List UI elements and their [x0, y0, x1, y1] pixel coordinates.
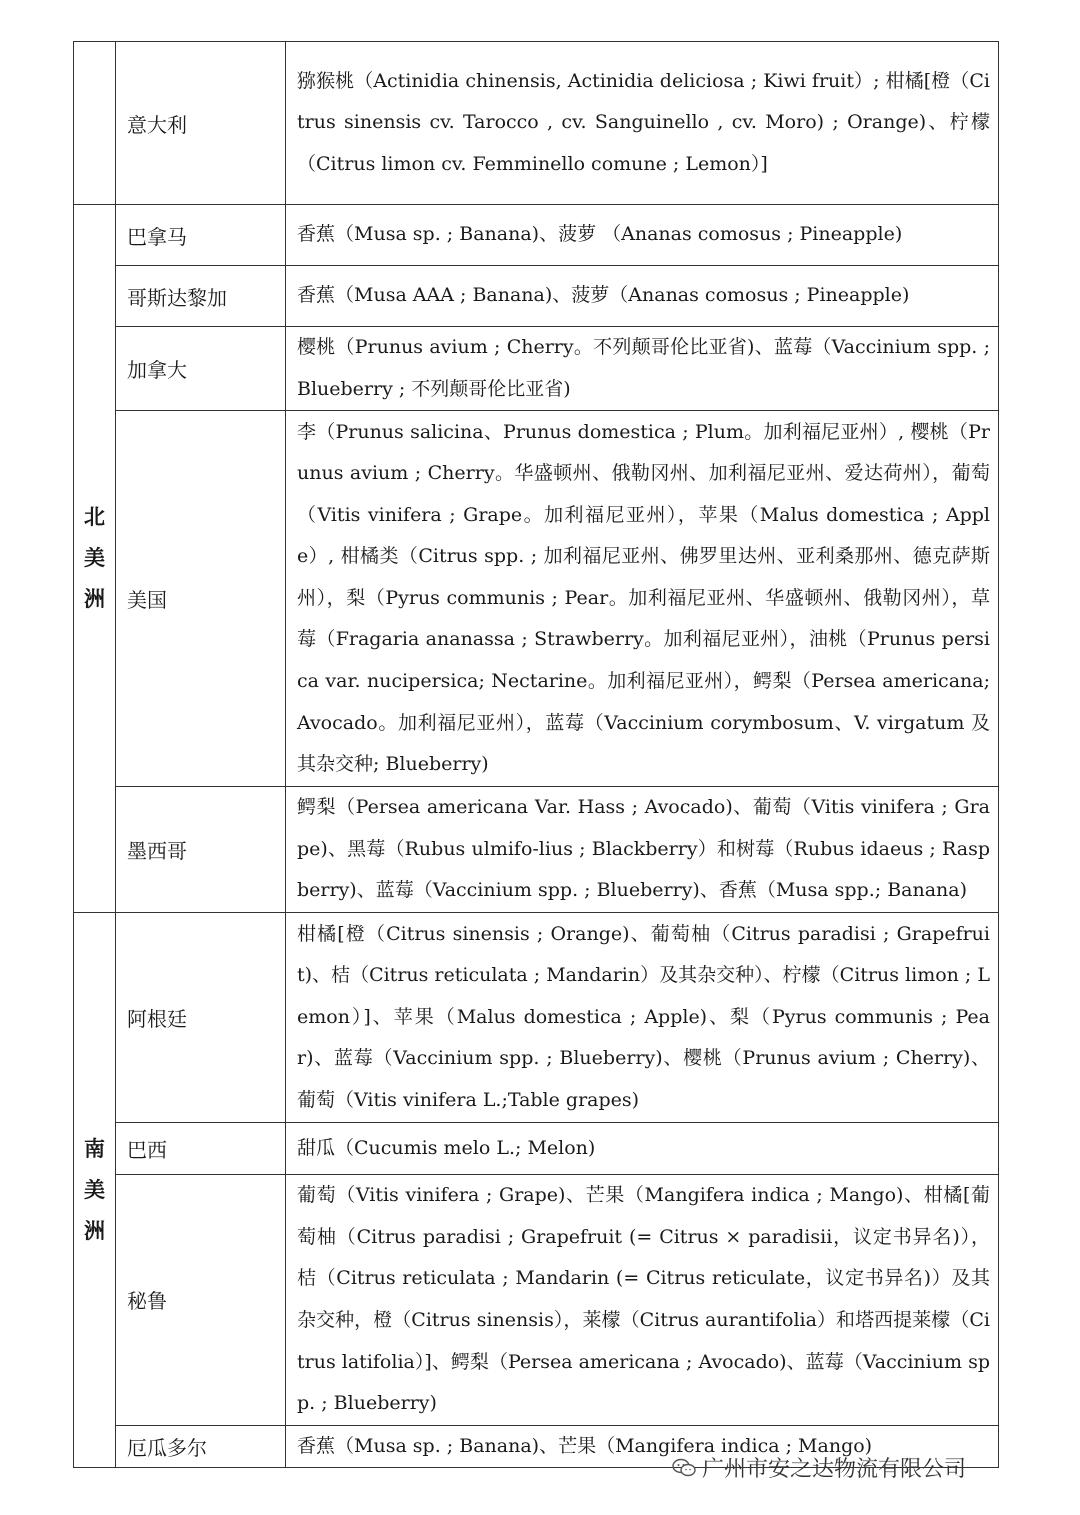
- fruits-cell: 李（Prunus salicina、Prunus domestica ; Plum。加利福尼亚州）, 樱桃（Prunus avium ; Cherry。华盛顿州、俄勒冈州、加利福尼亚州、爱达荷州），葡萄（Vitis vinifera ; Grape。加利福尼亚州），苹果（Malus domestica ; Apple）, 柑橘类（Citrus spp. ; 加利福尼亚州、佛罗里达州、亚利桑那州、德克萨斯州），梨（Pyrus communis ; Pear。加利福尼亚州、华盛顿州、俄勒冈州），草莓（Fragaria ananassa ; Strawberry。加利福尼亚州），油桃（Prunus persica var. nucipersica; Nectarine。加利福尼亚州），鳄梨（Persea americana; Avocado。加利福尼亚州），蓝莓（Vaccinium corymbosum、V. virgatum 及其杂交种; Blueberry): [286, 411, 999, 787]
- table-row: [74, 205, 999, 266]
- table-row: [74, 42, 999, 205]
- fruit-access-table: [73, 41, 999, 1468]
- watermark: [672, 1452, 966, 1483]
- country-cell: 阿根廷: [116, 913, 286, 1123]
- fruits-cell: 香蕉（Musa sp. ; Banana)、菠萝 （Ananas comosus ; Pineapple): [286, 205, 999, 266]
- fruits-cell: 鳄梨（Persea americana Var. Hass ; Avocado)、葡萄（Vitis vinifera ; Grape)、黑莓（Rubus ulmifo-lius ; Blackberry）和树莓（Rubus idaeus ; Raspberry)、蓝莓（Vaccinium spp. ; Blueberry)、香蕉（Musa spp.; Banana): [286, 787, 999, 913]
- country-cell: 意大利: [116, 42, 286, 205]
- region-cell: [74, 42, 116, 205]
- table-row: [74, 327, 999, 411]
- table-row: [74, 913, 999, 1123]
- country-cell: 美国: [116, 411, 286, 787]
- fruits-cell: 香蕉（Musa AAA ; Banana)、菠萝（Ananas comosus ; Pineapple): [286, 266, 999, 327]
- fruits-cell: 香蕉（Musa sp. ; Banana)、芒果（Mangifera indica ; Mango): [286, 1425, 999, 1468]
- wechat-icon: [672, 1458, 696, 1478]
- country-cell: 加拿大: [116, 327, 286, 411]
- fruits-cell: 柑橘[橙（Citrus sinensis ; Orange)、葡萄柚（Citrus paradisi ; Grapefruit)、桔（Citrus reticulata ; Mandarin）及其杂交种）、柠檬（Citrus limon ; Lemon）]、苹果（Malus domestica ; Apple)、梨（Pyrus communis ; Pear)、蓝莓（Vaccinium spp. ; Blueberry)、樱桃（Prunus avium ; Cherry)、葡萄（Vitis vinifera L.;Table grapes): [286, 913, 999, 1123]
- fruits-cell: 甜瓜（Cucumis melo L.; Melon): [286, 1123, 999, 1175]
- table-row: [74, 411, 999, 787]
- region-cell: 北美洲: [74, 205, 116, 913]
- fruits-cell: 猕猴桃（Actinidia chinensis, Actinidia deliciosa ; Kiwi fruit）; 柑橘[橙（Citrus sinensis cv. Tarocco , cv. Sanguinello , cv. Moro) ; Orange)、柠檬（Citrus limon cv. Femminello comune ; Lemon）]: [286, 42, 999, 205]
- table-row: [74, 787, 999, 913]
- country-cell: 哥斯达黎加: [116, 266, 286, 327]
- table-row: [74, 1175, 999, 1426]
- country-cell: 厄瓜多尔: [116, 1425, 286, 1468]
- country-cell: 墨西哥: [116, 787, 286, 913]
- region-cell: 南美洲: [74, 913, 116, 1468]
- table-row: [74, 1123, 999, 1175]
- country-cell: 秘鲁: [116, 1175, 286, 1426]
- watermark-text: 广州市安之达物流有限公司: [702, 1457, 967, 1482]
- country-cell: 巴西: [116, 1123, 286, 1175]
- fruits-cell: 葡萄（Vitis vinifera ; Grape)、芒果（Mangifera indica ; Mango)、柑橘[葡萄柚（Citrus paradisi ; Grapefruit (= Citrus × paradisii，议定书异名)），桔（Citrus reticulata ; Mandarin (= Citrus reticulate，议定书异名)）及其杂交种，橙（Citrus sinensis），莱檬（Citrus aurantifolia）和塔西提莱檬（Citrus latifolia）]、鳄梨（Persea americana ; Avocado)、蓝莓（Vaccinium spp. ; Blueberry): [286, 1175, 999, 1426]
- fruits-cell: 樱桃（Prunus avium ; Cherry。不列颠哥伦比亚省)、蓝莓（Vaccinium spp. ; Blueberry ; 不列颠哥伦比亚省): [286, 327, 999, 411]
- country-cell: 巴拿马: [116, 205, 286, 266]
- table-row: [74, 266, 999, 327]
